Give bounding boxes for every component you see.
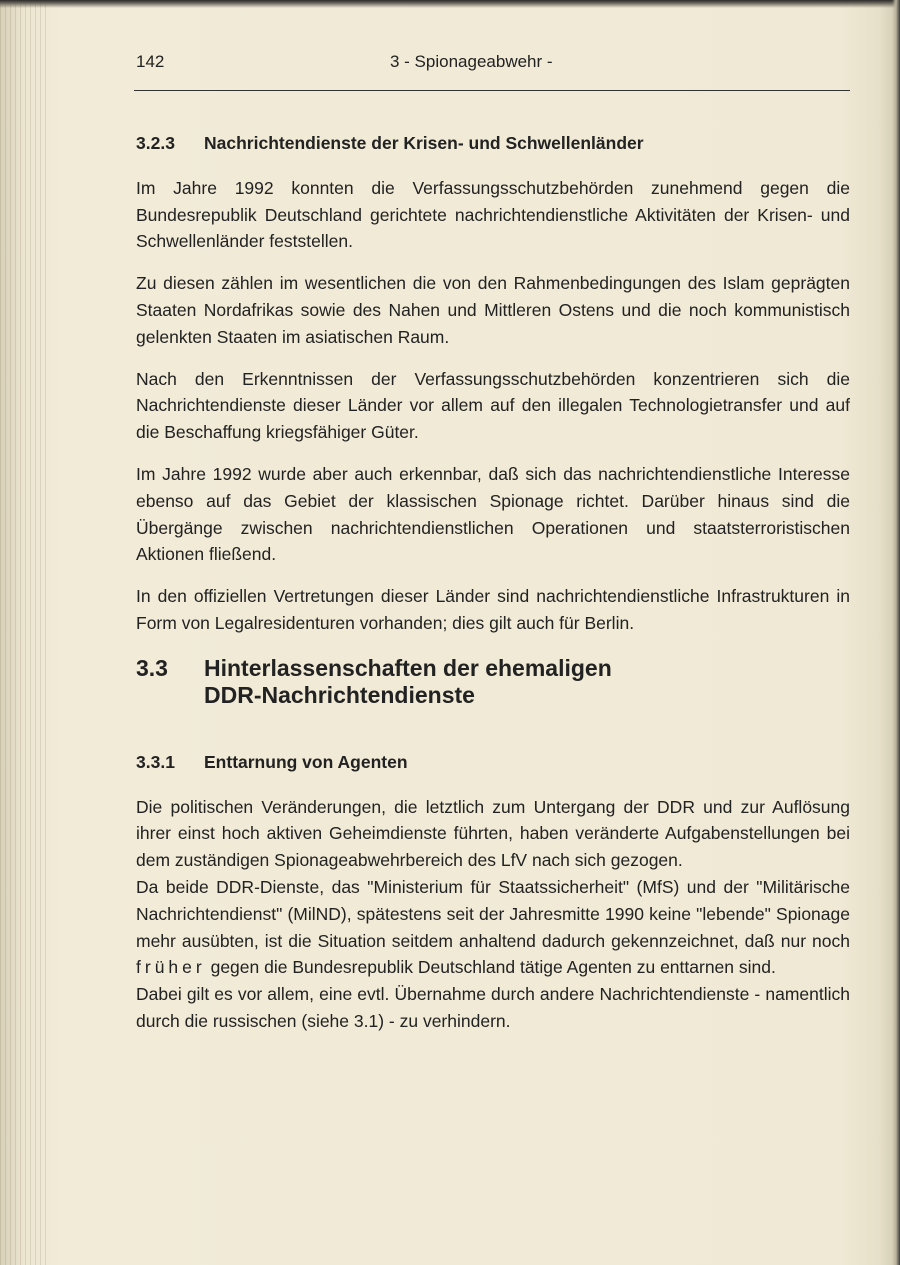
heading-3-3-1 bbox=[136, 749, 850, 776]
paragraph-text: Da beide DDR-Dienste, das "Ministerium für Staatssicherheit" (MfS) und der "Militärische Nachrichtendienst" (MilND), spätestens seit der Jahresmitte 1990 keine "lebende" Spionage mehr ausübten, ist die Situation seitdem anhaltend dadurch gekennzeichnet, daß nur noch bbox=[136, 876, 850, 951]
paragraph: In den offiziellen Vertretungen dieser Länder sind nachrichtendienstliche Infrastrukturen in Form von Legalresidenturen vorhanden; dies gilt auch für Berlin. bbox=[136, 586, 850, 633]
heading-title: Enttarnung von Agenten bbox=[204, 751, 408, 772]
page-header bbox=[136, 52, 850, 82]
running-head: 3 - Spionageabwehr - bbox=[390, 52, 553, 71]
heading-title-line: Hinterlassenschaften der ehemaligen bbox=[204, 654, 612, 681]
paragraph bbox=[136, 874, 850, 981]
page-number: 142 bbox=[136, 52, 165, 71]
paragraph-text: gegen die Bundesrepublik Deutschland tätige Agenten zu enttarnen sind. bbox=[205, 957, 776, 978]
heading-title bbox=[204, 655, 612, 709]
heading-3-3 bbox=[136, 655, 850, 709]
paragraph: Nach den Erkenntnissen der Verfassungsschutzbehörden konzentrieren sich die Nachrichtendienste dieser Länder vor allem auf den illegalen Technologietransfer und auf die Beschaffung kriegsfähiger Güter. bbox=[136, 368, 850, 443]
heading-title-line: DDR-Nachrichtendienste bbox=[204, 681, 475, 708]
paragraph: Dabei gilt es vor allem, eine evtl. Übernahme durch andere Nachrichtendienste - namentlich durch die russischen (siehe 3.1) - zu verhindern. bbox=[136, 984, 850, 1031]
heading-number: 3.2.3 bbox=[136, 133, 175, 153]
paragraph: Zu diesen zählen im wesentlichen die von den Rahmenbedingungen des Islam geprägten Staaten Nordafrikas sowie des Nahen und Mittleren Ostens und die noch kommunistisch gelenkten Staaten im asiatischen Raum. bbox=[136, 273, 850, 347]
heading-number: 3.3.1 bbox=[136, 751, 175, 772]
scan-top-shadow bbox=[0, 0, 900, 8]
heading-title: Nachrichtendienste der Krisen- und Schwellenländer bbox=[204, 133, 644, 153]
heading-3-2-3 bbox=[136, 130, 850, 157]
paragraph: Im Jahre 1992 konnten die Verfassungsschutzbehörden zunehmend gegen die Bundesrepublik Deutschland gerichtete nachrichtendienstliche Aktivitäten der Krisen- und Schwellenländer feststellen. bbox=[136, 177, 850, 252]
scan-right-edge bbox=[892, 0, 900, 1265]
spaced-emphasis: früher bbox=[136, 957, 206, 978]
heading-number: 3.3 bbox=[136, 654, 168, 681]
paragraph: Im Jahre 1992 wurde aber auch erkennbar, daß sich das nachrichtendienstliche Interesse ebenso auf das Gebiet der klassischen Spionage richtet. Darüber hinaus sind die Übergänge zwischen nachrichtendienstlichen Operationen und staatsterroristischen Aktionen fließend. bbox=[136, 463, 850, 565]
header-rule bbox=[134, 90, 850, 91]
page-body bbox=[136, 130, 850, 1035]
paragraph: Die politischen Veränderungen, die letztlich zum Untergang der DDR und zur Auflösung ihrer einst hoch aktiven Geheimdienste führten, haben veränderte Aufgabenstellungen bei dem zuständigen Spionageabwehrbereich des LfV nach sich gezogen. bbox=[136, 796, 850, 871]
page-stack-edge bbox=[0, 0, 48, 1265]
